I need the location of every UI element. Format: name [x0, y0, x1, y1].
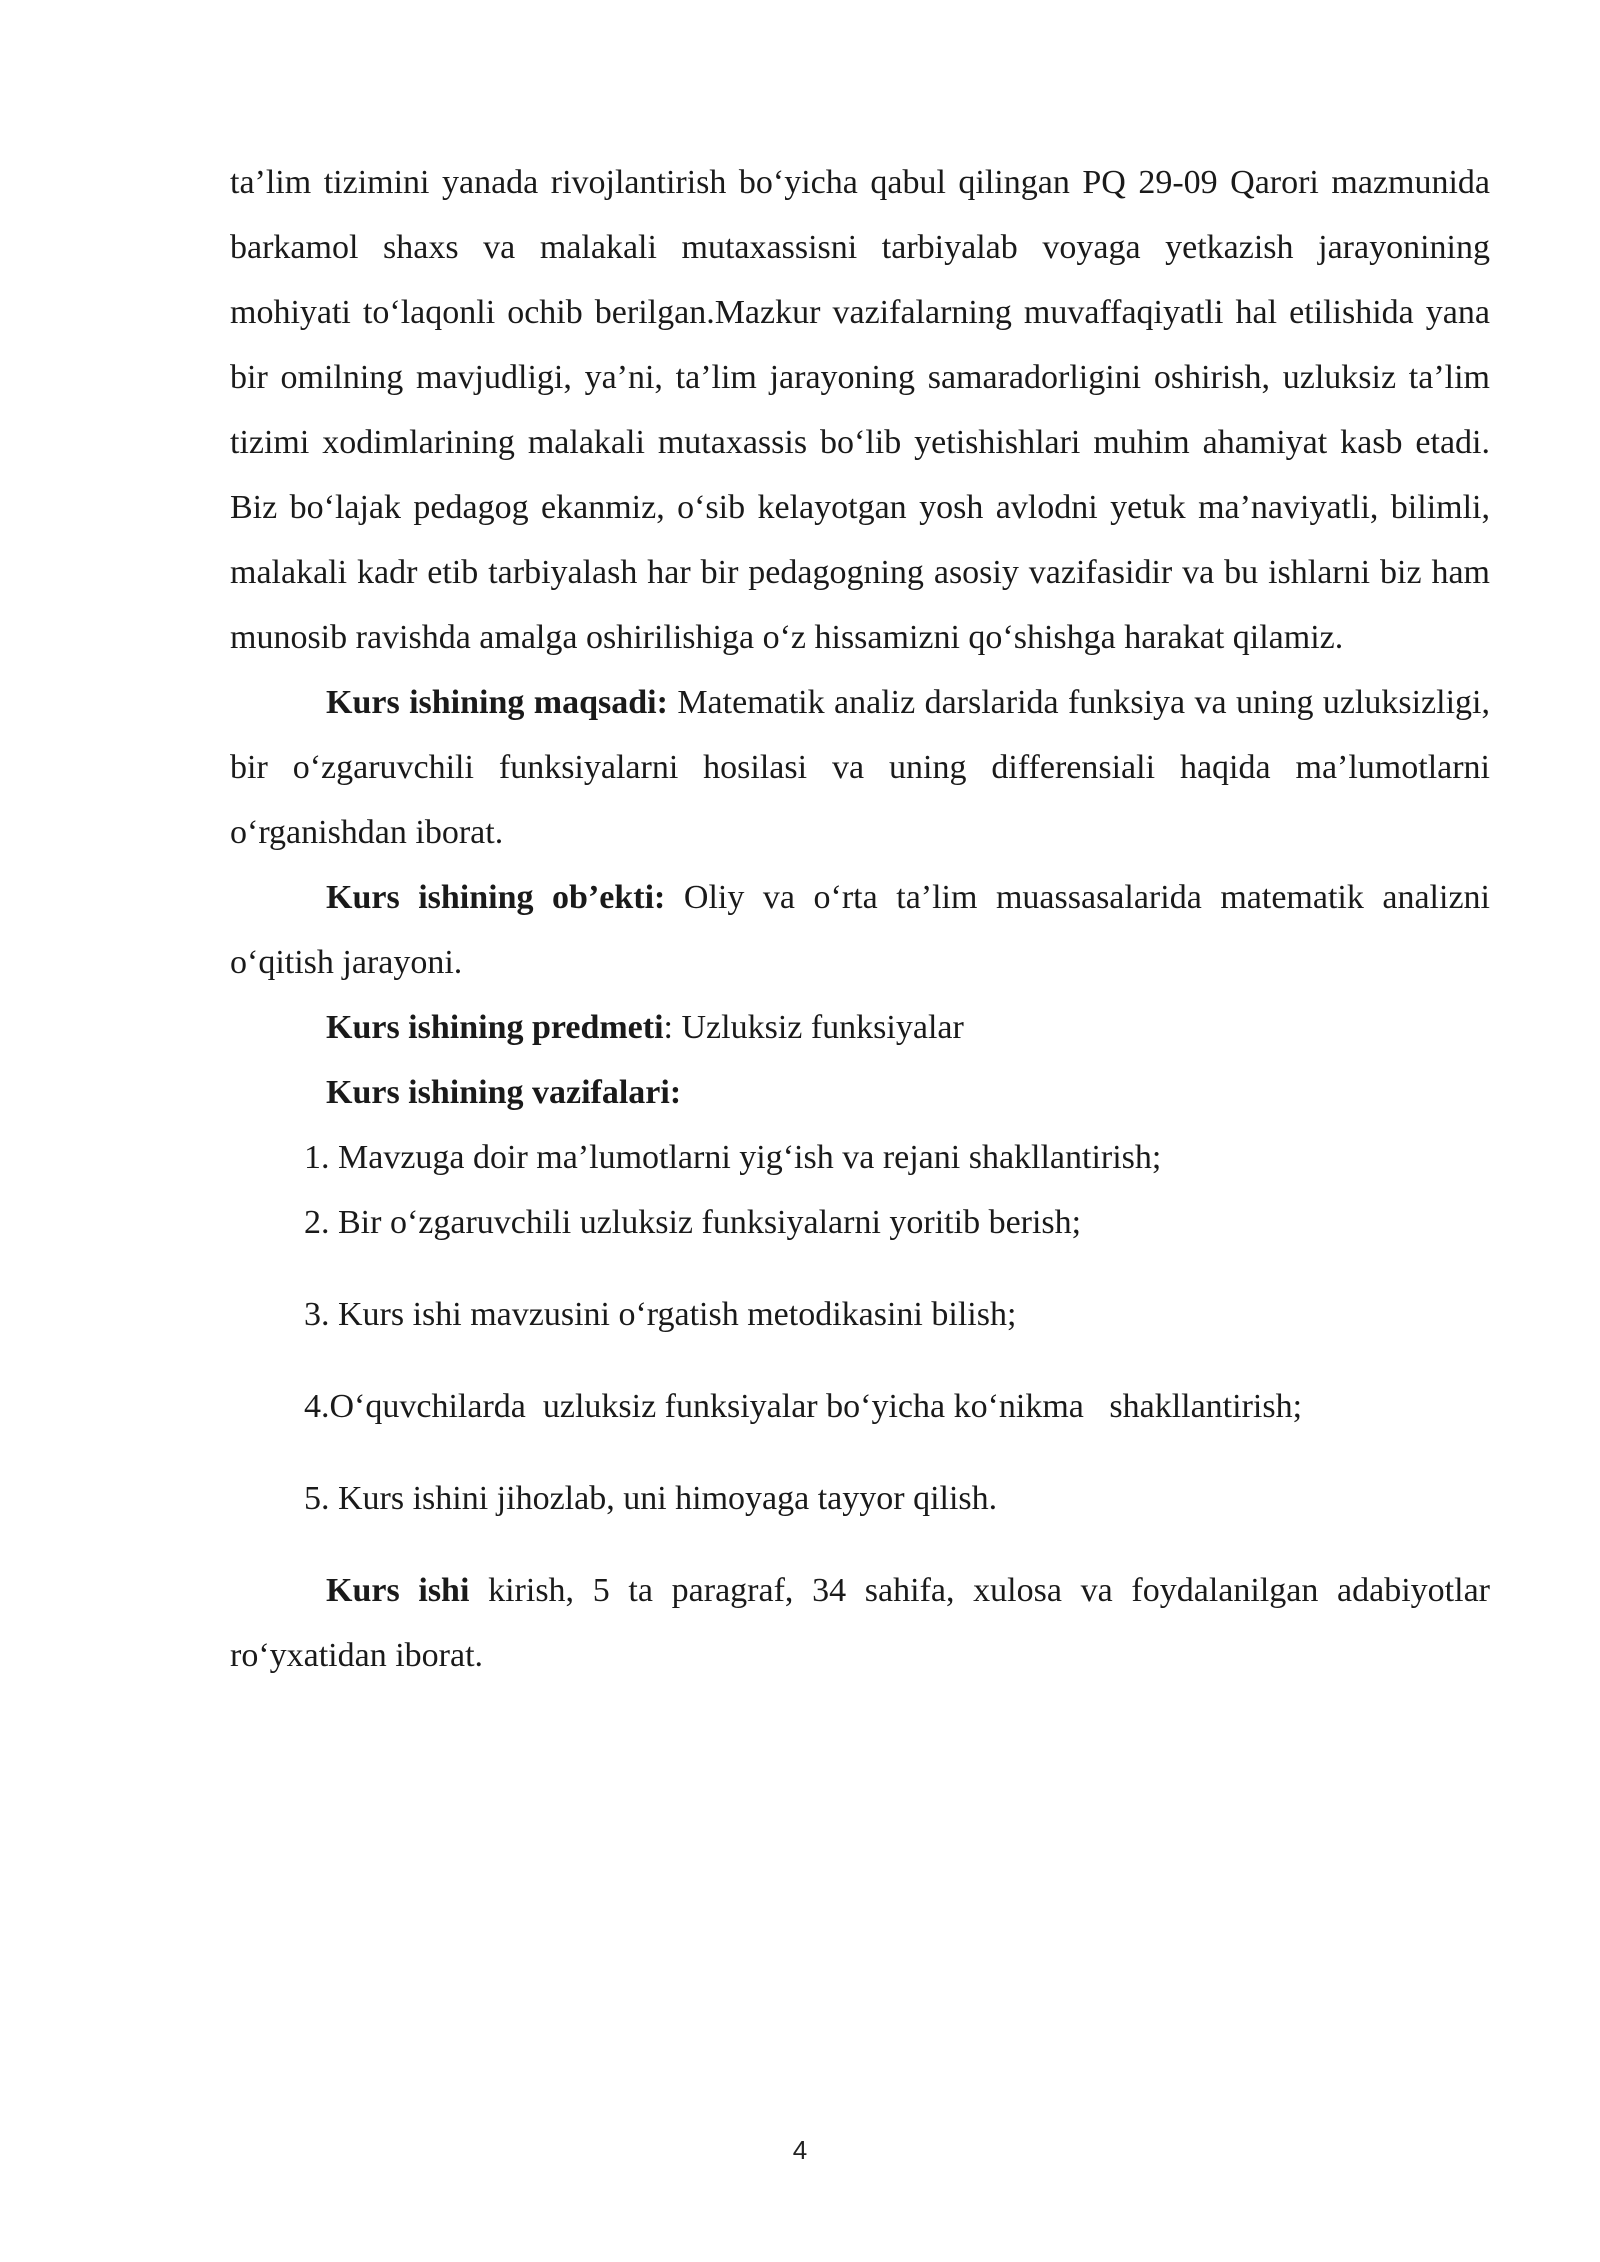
task-item-1: 1. Mavzuga doir ma’lumotlarni yig‘ish va rejani shakllantirish;	[304, 1139, 1162, 1176]
intro-paragraph: ta’lim tizimini yanada rivojlantirish bo‘yicha qabul qilingan PQ 29-09 Qarori mazmunida barkamol shaxs va malakali mutaxassisni tarbiyalab voyaga yetkazish jarayonining mohiyati to‘laqonli ochib berilgan.Mazkur vazifalarning muvaffaqiyatli hal etilishida yana bir omilning mavjudligi, ya’ni, ta’lim jarayoning samaradorligini oshirish, uzluksiz ta’lim tizimi xodimlarining malakali mutaxassis bo‘lib yetishishlari muhim ahamiyat kasb etadi. Biz bo‘lajak pedagog ekanmiz, o‘sib kelayotgan yosh avlodni yetuk ma’naviyatli, bilimli, malakali kadr etib tarbiyalash har bir pedagogning asosiy vazifasidir va bu ishlarni biz ham munosib ravishda amalga oshirilishiga o‘z hissamizni qo‘shishga harakat qilamiz.	[230, 164, 1490, 656]
goal-text: Matematik analiz darslarida funksiya va uning uzluksizligi, bir o‘zgaruvchili funksiyalarni hosilasi va uning differensiali haqida ma’lumotlarni o‘rganishdan iborat.	[230, 684, 1490, 851]
object-paragraph	[230, 865, 1490, 995]
structure-paragraph	[230, 1558, 1490, 1688]
subject-line	[230, 995, 1490, 1060]
tasks-heading	[230, 1060, 1490, 1125]
page-content	[230, 150, 1490, 1688]
goal-label: Kurs ishining maqsadi:	[326, 684, 668, 721]
task-item-3: 3. Kurs ishi mavzusini o‘rgatish metodikasini bilish;	[304, 1296, 1017, 1333]
task-item-4: 4.O‘quvchilarda uzluksiz funksiyalar bo‘yicha ko‘nikma shakllantirish;	[304, 1388, 1303, 1425]
page-number: 4	[792, 2135, 808, 2165]
object-text: Oliy va o‘rta ta’lim muassasalarida matematik analizni o‘qitish jarayoni.	[230, 879, 1490, 981]
subject-label: Kurs ishining predmeti	[326, 1009, 664, 1046]
structure-text: kirish, 5 ta paragraf, 34 sahifa, xulosa va foydalanilgan adabiyotlar ro‘yxatidan iborat.	[230, 1572, 1490, 1674]
goal-paragraph	[230, 670, 1490, 865]
structure-label: Kurs ishi	[326, 1572, 470, 1609]
subject-text: : Uzluksiz funksiyalar	[663, 1009, 964, 1046]
task-item-2: 2. Bir o‘zgaruvchili uzluksiz funksiyalarni yoritib berish;	[304, 1204, 1082, 1241]
tasks-heading-text: Kurs ishining vazifalari:	[326, 1074, 682, 1111]
task-item-5: 5. Kurs ishini jihozlab, uni himoyaga tayyor qilish.	[304, 1480, 998, 1517]
object-label: Kurs ishining ob’ekti:	[326, 879, 666, 916]
